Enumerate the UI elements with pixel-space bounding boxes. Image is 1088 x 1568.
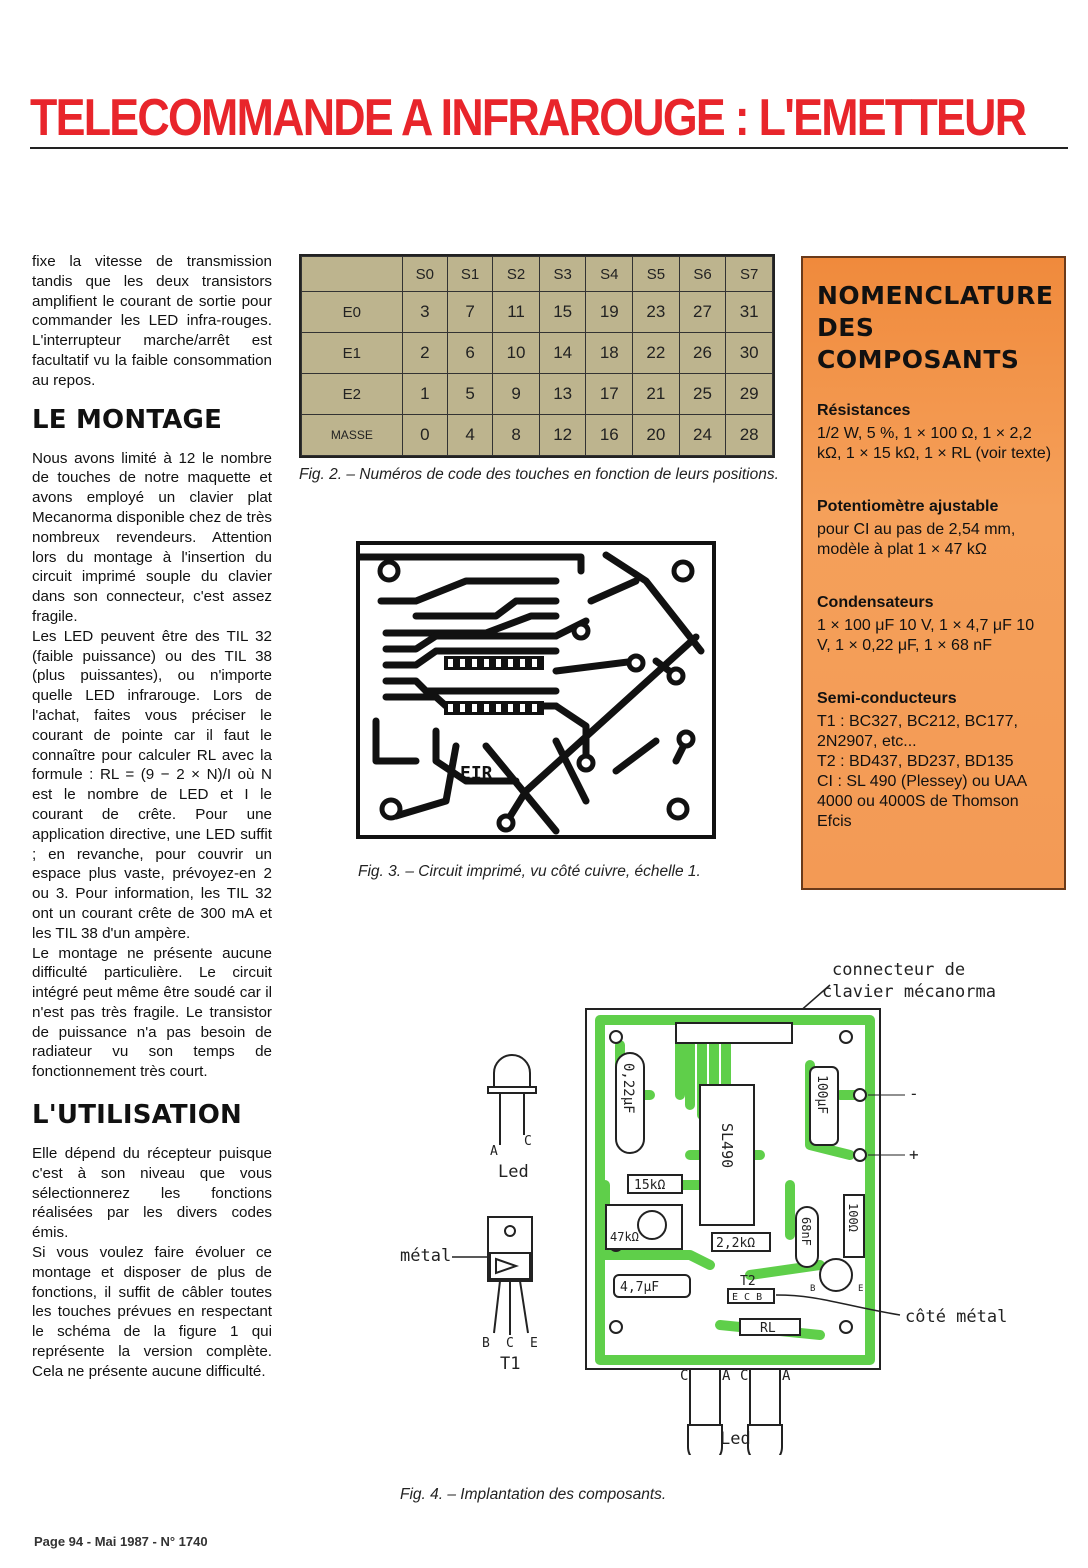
pot-label: 47kΩ (610, 1230, 639, 1244)
table-cell: 5 (447, 374, 492, 415)
c3-label: 4,7μF (620, 1280, 660, 1295)
table-cell: 3 (402, 292, 447, 333)
table-cell: 13 (539, 374, 586, 415)
table-cell: 24 (679, 415, 726, 456)
led-pin: C (740, 1368, 749, 1384)
table-cell: 21 (633, 374, 680, 415)
row-header: E1 (302, 333, 403, 374)
column-header: S3 (539, 257, 586, 292)
table-cell: 17 (586, 374, 633, 415)
connector-label-2: clavier mécanorma (822, 982, 996, 1002)
page-footer: Page 94 - Mai 1987 - N° 1740 (34, 1534, 208, 1549)
table-cell: 7 (447, 292, 492, 333)
table-cell: 11 (493, 292, 540, 333)
section-semiconducteurs: Semi-conducteurs T1 : BC327, BC212, BC177, 2N2907, etc... T2 : BD437, BD237, BD135 CI : SL 490 (Plessey) ou UAA 4000 ou 4000S de Thomson Efcis (817, 690, 1027, 830)
cote-metal-label: côté métal (905, 1307, 1008, 1327)
table-cell: 16 (586, 415, 633, 456)
table-cell: 14 (539, 333, 586, 374)
svg-text:C: C (524, 1134, 532, 1149)
table-cell: 30 (726, 333, 773, 374)
svg-text:E: E (530, 1336, 538, 1351)
led-pin: A (782, 1368, 791, 1384)
utilisation-paragraph-1: Elle dépend du récepteur puisque c'est à son niveau que vous sélectionnerez les fonctions réalisées par les divers codes émis. (32, 1145, 272, 1242)
table-cell: 12 (539, 415, 586, 456)
fig4-caption: Fig. 4. – Implantation des composants. (400, 1486, 667, 1503)
table-corner (302, 257, 403, 292)
table-cell: 25 (679, 374, 726, 415)
table-cell: 18 (586, 333, 633, 374)
led-left-label: Led (498, 1162, 529, 1182)
column-header: S6 (679, 257, 726, 292)
nomenclature-box (801, 256, 1066, 890)
table-cell: 4 (447, 415, 492, 456)
fig3-caption: Fig. 3. – Circuit imprimé, vu côté cuivre, échelle 1. (358, 863, 701, 880)
section-potentiometre: Potentiomètre ajustable pour CI au pas de 2,54 mm, modèle à plat 1 × 47 kΩ (817, 498, 1016, 558)
section-condensateurs: Condensateurs 1 × 100 μF 10 V, 1 × 4,7 μF 10 V, 1 × 0,22 μF, 1 × 68 nF (817, 594, 1035, 654)
heading-utilisation: L'UTILISATION (32, 1100, 242, 1131)
montage-paragraph-3: Le montage ne présente aucune difficulté particulière. Le circuit intégré peut même être soudé car il n'est pas très fragile. Le transistor de puissance n'a pas besoin de radiateur vu son temps de fonctionnement très court. (32, 944, 272, 1081)
svg-text:B: B (482, 1336, 490, 1351)
row-header: MASSE (302, 415, 403, 456)
pcb-copper-figure (356, 541, 716, 839)
component-layout-figure (390, 955, 1030, 1455)
table-cell: 31 (726, 292, 773, 333)
svg-text:B: B (810, 1284, 816, 1294)
table-cell: 10 (493, 333, 540, 374)
column-header: S7 (726, 257, 773, 292)
table-cell: 28 (726, 415, 773, 456)
c4-label: 68nF (799, 1217, 813, 1246)
led-pin: C (680, 1368, 689, 1384)
table-cell: 15 (539, 292, 586, 333)
table-cell: 29 (726, 374, 773, 415)
table-cell: 22 (633, 333, 680, 374)
title-rule (30, 147, 1068, 149)
svg-text:A: A (490, 1144, 498, 1159)
heading-montage: LE MONTAGE (32, 404, 223, 435)
column-header: S1 (447, 257, 492, 292)
key-code-table (299, 254, 775, 458)
pcb-label: EIR (460, 763, 493, 784)
column-header: S0 (402, 257, 447, 292)
t2-pins: E C B (732, 1292, 763, 1303)
t2-label: T2 (740, 1274, 756, 1289)
r2-label: 2,2kΩ (716, 1236, 756, 1251)
utilisation-paragraph-2: Si vous voulez faire évoluer ce montage et disposer de plus de fonctions, il suffit de câbler toutes les touches prévues en respectant le schéma de la figure 1 qui représente la version complète. Cela ne présente aucune difficulté. (32, 1244, 272, 1380)
svg-text:E: E (858, 1284, 864, 1294)
minus-label: - (909, 1084, 919, 1103)
table-cell: 8 (493, 415, 540, 456)
connector-label: connecteur de (832, 960, 966, 980)
column-header: S4 (586, 257, 633, 292)
c1-label: 0,22μF (620, 1063, 636, 1114)
row-header: E2 (302, 374, 403, 415)
table-cell: 9 (493, 374, 540, 415)
fig2-caption: Fig. 2. – Numéros de code des touches en fonction de leurs positions. (299, 466, 779, 483)
led-pin: A (722, 1368, 731, 1384)
table-cell: 2 (402, 333, 447, 374)
r1-label: 15kΩ (634, 1178, 666, 1193)
svg-text:C: C (506, 1336, 514, 1351)
table-cell: 23 (633, 292, 680, 333)
plus-label: + (909, 1145, 919, 1164)
table-cell: 27 (679, 292, 726, 333)
intro-paragraph: fixe la vitesse de transmission tandis que les deux transistors amplifient le courant de sortie pour commander les LED infra-rouges. L'interrupteur marche/arrêt est facultatif vu la faible consommation au repos. (32, 253, 272, 389)
table-cell: 20 (633, 415, 680, 456)
column-header: S2 (493, 257, 540, 292)
table-cell: 6 (447, 333, 492, 374)
led-bottom-label: Led (720, 1429, 751, 1449)
ic-label: SL490 (718, 1123, 736, 1169)
column-header: S5 (633, 257, 680, 292)
r3-label: 100Ω (846, 1203, 860, 1232)
section-resistances: Résistances 1/2 W, 5 %, 1 × 100 Ω, 1 × 2,2 kΩ, 1 × 15 kΩ, 1 × RL (voir texte) (817, 402, 1052, 462)
table-cell: 1 (402, 374, 447, 415)
c2-label: 100μF (814, 1075, 829, 1115)
rl-label: RL (760, 1321, 776, 1336)
t1-label: T1 (500, 1354, 521, 1374)
row-header: E0 (302, 292, 403, 333)
montage-paragraph-2: Les LED peuvent être des TIL 32 (faible puissance) ou des TIL 38 (plus puissantes), ou n'importe quelle LED infrarouge. Lors de l'achat, faites vous préciser le courant de pointe car il faut le connaître pour calculer RL avec la formule : RL = (9 − 2 × N)/I où N est le nombre de LED et I le courant de crête. Pour une application directive, une LED suffit ; en revanche, pour couvrir un espace plus vaste, prévoyez-en 2 ou 3. Pour information, les TIL 32 ont un courant crête de 300 mA et les TIL 38 d'un ampère. (32, 627, 272, 942)
table-cell: 19 (586, 292, 633, 333)
metal-label: métal (400, 1246, 452, 1266)
nomenclature-title: NOMENCLATURE DES COMPOSANTS (817, 281, 1054, 374)
montage-paragraph-1: Nous avons limité à 12 le nombre de touches de notre maquette et avons employé un clavier plat Mecanorma disponible chez de très nombreux revendeurs. Attention lors du montage à l'insertion du circuit imprimé souple du clavier dans son connecteur, c'est assez fragile. (32, 449, 272, 625)
article-title: TELECOMMANDE A INFRAROUGE : L'EMETTEUR (30, 89, 1026, 147)
text-column (32, 252, 272, 1382)
table-cell: 26 (679, 333, 726, 374)
table-cell: 0 (402, 415, 447, 456)
